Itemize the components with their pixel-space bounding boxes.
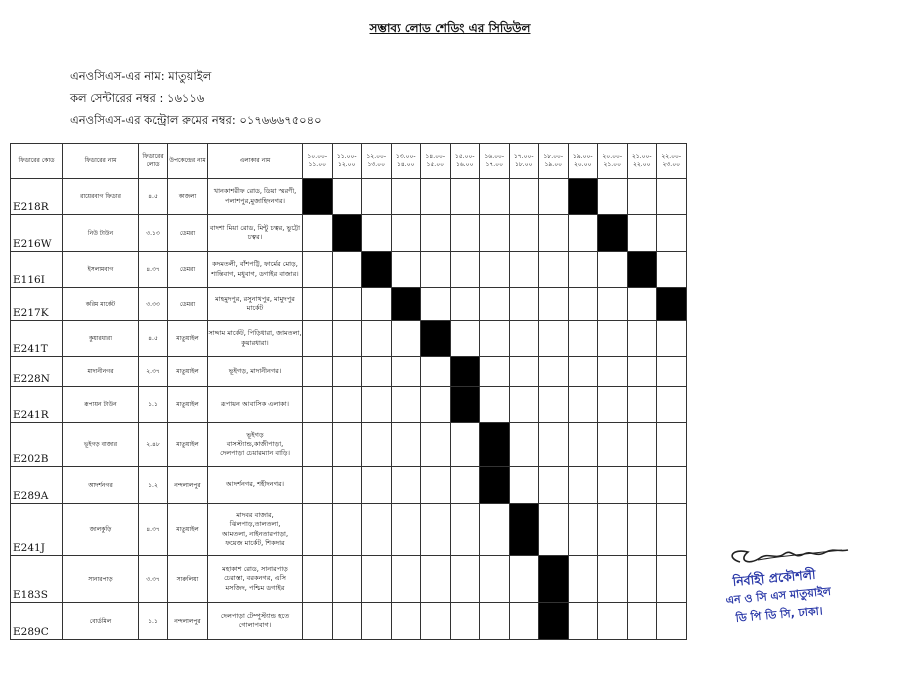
area-name: মাহমুদপুর, রসুনাথপুর, মামুদপুর মার্কেট bbox=[208, 288, 303, 321]
time-slot-header: ১৭.০০- ১৮.০০ bbox=[509, 144, 539, 179]
shedding-slot bbox=[450, 504, 480, 556]
shedding-slot bbox=[657, 179, 687, 215]
shedding-slot bbox=[362, 215, 392, 252]
table-row bbox=[11, 179, 687, 215]
substation-name: মাতুয়াইল bbox=[168, 387, 208, 423]
table-row bbox=[11, 321, 687, 357]
shedding-slot bbox=[568, 467, 598, 504]
time-slot-header: ১২.০০- ১৩.০০ bbox=[362, 144, 392, 179]
shedding-slot bbox=[657, 215, 687, 252]
table-row bbox=[11, 252, 687, 288]
feeder-load: ২.৪৮ bbox=[139, 423, 168, 467]
shedding-slot bbox=[627, 387, 657, 423]
area-name: ভূইগড় বাসস্ট্যান্ড,কাজীপাড়া, দেলপাড়া চেয়ারম্যান বাড়ি। bbox=[208, 423, 303, 467]
shedding-slot bbox=[480, 603, 510, 640]
shedding-slot bbox=[332, 603, 362, 640]
substation-name: ডেমরা bbox=[168, 215, 208, 252]
shedding-slot bbox=[657, 387, 687, 423]
shedding-slot bbox=[421, 215, 451, 252]
shedding-slot bbox=[627, 603, 657, 640]
shedding-slot bbox=[303, 357, 333, 387]
shedding-slot bbox=[362, 603, 392, 640]
shedding-slot bbox=[332, 179, 362, 215]
call-center-number: কল সেন্টারের নম্বর : ১৬১১৬ bbox=[70, 91, 205, 105]
shedding-slot bbox=[421, 467, 451, 504]
shedding-slot-active bbox=[539, 556, 569, 603]
shedding-slot bbox=[539, 252, 569, 288]
feeder-code: E216W bbox=[11, 215, 63, 252]
feeder-code: E183S bbox=[11, 556, 63, 603]
feeder-name: আদর্শনগর bbox=[63, 467, 139, 504]
substation-name: মাতুয়াইল bbox=[168, 504, 208, 556]
shedding-slot bbox=[450, 288, 480, 321]
shedding-slot bbox=[598, 288, 628, 321]
column-header: ফিডারের নাম bbox=[63, 144, 139, 179]
feeder-load: ১.১ bbox=[139, 387, 168, 423]
shedding-slot bbox=[480, 387, 510, 423]
feeder-code: E289C bbox=[11, 603, 63, 640]
shedding-slot bbox=[421, 603, 451, 640]
shedding-slot bbox=[627, 215, 657, 252]
shedding-slot bbox=[480, 215, 510, 252]
feeder-code: E202B bbox=[11, 423, 63, 467]
shedding-slot bbox=[480, 288, 510, 321]
shedding-slot-active bbox=[539, 603, 569, 640]
substation-name: নন্দলালপুর bbox=[168, 603, 208, 640]
table-row bbox=[11, 603, 687, 640]
shedding-slot bbox=[539, 467, 569, 504]
feeder-code: E218R bbox=[11, 179, 63, 215]
nocs-name: এনওসিএস-এর নাম: মাতুয়াইল bbox=[70, 69, 212, 83]
shedding-slot bbox=[391, 556, 421, 603]
shedding-slot bbox=[598, 252, 628, 288]
shedding-slot bbox=[450, 603, 480, 640]
shedding-slot bbox=[421, 252, 451, 288]
area-name: মহাকাশ রোড, সানারপাড় চেরাস্তা, বরকনগর, এসি মসজিদ, পশ্চিম ডগাইর bbox=[208, 556, 303, 603]
shedding-slot bbox=[598, 603, 628, 640]
time-slot-header: ১৫.০০- ১৬.০০ bbox=[450, 144, 480, 179]
shedding-slot bbox=[627, 423, 657, 467]
feeder-name: রায়েরবাগ ফিডার bbox=[63, 179, 139, 215]
shedding-slot bbox=[332, 252, 362, 288]
page-title: সম্ভাব্য লোড শেডিং এর সিডিউল bbox=[369, 21, 531, 35]
shedding-slot bbox=[657, 357, 687, 387]
shedding-slot bbox=[332, 423, 362, 467]
shedding-slot bbox=[657, 556, 687, 603]
feeder-code: E241R bbox=[11, 387, 63, 423]
column-header: এলাকার নাম bbox=[208, 144, 303, 179]
shedding-slot bbox=[568, 603, 598, 640]
feeder-code: E241T bbox=[11, 321, 63, 357]
shedding-slot bbox=[421, 357, 451, 387]
signature-office: এন ও সি এস মাতুয়াইল bbox=[725, 584, 832, 607]
column-header: ফিডারের কোড bbox=[11, 144, 63, 179]
time-slot-header: ১৪.০০- ১৫.০০ bbox=[421, 144, 451, 179]
feeder-name: কুয়ারধারা bbox=[63, 321, 139, 357]
shedding-slot bbox=[509, 387, 539, 423]
shedding-slot bbox=[509, 215, 539, 252]
shedding-slot bbox=[568, 288, 598, 321]
shedding-slot bbox=[391, 423, 421, 467]
shedding-slot bbox=[568, 504, 598, 556]
table-row bbox=[11, 288, 687, 321]
shedding-slot bbox=[480, 357, 510, 387]
shedding-slot bbox=[480, 179, 510, 215]
shedding-slot bbox=[598, 423, 628, 467]
shedding-slot bbox=[303, 423, 333, 467]
feeder-name: জালকুড়ি bbox=[63, 504, 139, 556]
area-name: রূপায়ন আবাসিক এলাকা। bbox=[208, 387, 303, 423]
shedding-slot-active bbox=[450, 357, 480, 387]
feeder-load: ২.৩৭ bbox=[139, 357, 168, 387]
substation-name: ডেমরা bbox=[168, 288, 208, 321]
shedding-slot bbox=[480, 556, 510, 603]
shedding-slot-active bbox=[480, 423, 510, 467]
shedding-slot bbox=[509, 467, 539, 504]
shedding-slot-active bbox=[509, 504, 539, 556]
shedding-slot bbox=[362, 357, 392, 387]
shedding-slot bbox=[362, 321, 392, 357]
load-shedding-table bbox=[10, 143, 687, 640]
substation-name: নন্দলালপুর bbox=[168, 467, 208, 504]
feeder-load: ৩.৩৭ bbox=[139, 556, 168, 603]
shedding-slot bbox=[362, 288, 392, 321]
shedding-slot-active bbox=[598, 215, 628, 252]
shedding-slot bbox=[539, 357, 569, 387]
shedding-slot bbox=[303, 556, 333, 603]
table-header-row bbox=[11, 144, 687, 179]
shedding-slot bbox=[391, 215, 421, 252]
feeder-load: ৪.৩৭ bbox=[139, 504, 168, 556]
shedding-slot bbox=[391, 321, 421, 357]
shedding-slot bbox=[568, 423, 598, 467]
column-header: উপকেন্দ্রের নাম bbox=[168, 144, 208, 179]
substation-name: ডেমরা bbox=[168, 252, 208, 288]
shedding-slot bbox=[391, 357, 421, 387]
shedding-slot bbox=[332, 321, 362, 357]
shedding-slot bbox=[627, 179, 657, 215]
feeder-code: E289A bbox=[11, 467, 63, 504]
shedding-slot bbox=[421, 387, 451, 423]
area-name: ভূইগড়, মাদানীনগর। bbox=[208, 357, 303, 387]
shedding-slot-active bbox=[480, 467, 510, 504]
shedding-slot-active bbox=[362, 252, 392, 288]
shedding-slot bbox=[391, 467, 421, 504]
feeder-load: ১.১ bbox=[139, 603, 168, 640]
shedding-slot bbox=[509, 288, 539, 321]
shedding-slot-active bbox=[421, 321, 451, 357]
shedding-slot bbox=[450, 423, 480, 467]
feeder-load: ৩.৩৩ bbox=[139, 288, 168, 321]
shedding-slot bbox=[362, 504, 392, 556]
shedding-slot bbox=[598, 467, 628, 504]
shedding-slot bbox=[450, 556, 480, 603]
shedding-slot bbox=[568, 357, 598, 387]
shedding-slot bbox=[539, 387, 569, 423]
shedding-slot bbox=[421, 504, 451, 556]
feeder-name: মাদানীনগর bbox=[63, 357, 139, 387]
shedding-slot bbox=[332, 357, 362, 387]
shedding-slot bbox=[509, 556, 539, 603]
feeder-code: E217K bbox=[11, 288, 63, 321]
shedding-slot bbox=[450, 252, 480, 288]
shedding-slot bbox=[657, 423, 687, 467]
shedding-slot bbox=[480, 504, 510, 556]
feeder-load: ৪.৩৭ bbox=[139, 252, 168, 288]
shedding-slot bbox=[539, 504, 569, 556]
shedding-slot bbox=[509, 423, 539, 467]
shedding-slot bbox=[509, 179, 539, 215]
table-row bbox=[11, 467, 687, 504]
shedding-slot bbox=[627, 357, 657, 387]
shedding-slot-active bbox=[657, 288, 687, 321]
table-row bbox=[11, 215, 687, 252]
shedding-slot bbox=[391, 179, 421, 215]
substation-name: সারুলিয়া bbox=[168, 556, 208, 603]
time-slot-header: ২২.০০- ২৩.০০ bbox=[657, 144, 687, 179]
shedding-slot bbox=[450, 321, 480, 357]
shedding-slot bbox=[568, 387, 598, 423]
shedding-slot bbox=[362, 467, 392, 504]
area-name: কদমতলী, বাঁশপট্টি, ফার্মের মোড়, শান্তিবাগ, মধুবাগ, ডগাইর বাজার। bbox=[208, 252, 303, 288]
shedding-slot bbox=[450, 467, 480, 504]
shedding-slot bbox=[627, 556, 657, 603]
time-slot-header: ১৯.০০- ২০.০০ bbox=[568, 144, 598, 179]
feeder-name: ইসলামবাগ bbox=[63, 252, 139, 288]
feeder-code: E116I bbox=[11, 252, 63, 288]
feeder-code: E241J bbox=[11, 504, 63, 556]
shedding-slot bbox=[539, 179, 569, 215]
shedding-slot bbox=[421, 288, 451, 321]
shedding-slot bbox=[303, 387, 333, 423]
feeder-load: ১.২ bbox=[139, 467, 168, 504]
shedding-slot bbox=[598, 357, 628, 387]
shedding-slot bbox=[539, 423, 569, 467]
shedding-slot bbox=[303, 321, 333, 357]
substation-name: মাতুয়াইল bbox=[168, 423, 208, 467]
shedding-slot bbox=[480, 321, 510, 357]
shedding-slot bbox=[509, 357, 539, 387]
shedding-slot bbox=[362, 387, 392, 423]
area-name: দেলপাড়া টেম্পুস্ট্যান্ড হতে গোলাপবাগ। bbox=[208, 603, 303, 640]
substation-name: মাতুয়াইল bbox=[168, 357, 208, 387]
shedding-slot bbox=[332, 504, 362, 556]
shedding-slot bbox=[362, 179, 392, 215]
time-slot-header: ২০.০০- ২১.০০ bbox=[598, 144, 628, 179]
shedding-slot bbox=[303, 215, 333, 252]
shedding-slot bbox=[539, 215, 569, 252]
shedding-slot bbox=[303, 252, 333, 288]
feeder-load: ৪.৫ bbox=[139, 179, 168, 215]
shedding-slot bbox=[627, 321, 657, 357]
shedding-slot bbox=[332, 556, 362, 603]
table-row bbox=[11, 387, 687, 423]
shedding-slot bbox=[657, 321, 687, 357]
shedding-slot bbox=[303, 603, 333, 640]
time-slot-header: ১৬.০০- ১৭.০০ bbox=[480, 144, 510, 179]
shedding-slot bbox=[568, 215, 598, 252]
time-slot-header: ১৩.০০- ১৪.০০ bbox=[391, 144, 421, 179]
shedding-slot bbox=[450, 179, 480, 215]
shedding-slot bbox=[627, 467, 657, 504]
feeder-name: ভূইগড় বাজার bbox=[63, 423, 139, 467]
feeder-name: বোর্ডমিল bbox=[63, 603, 139, 640]
shedding-slot bbox=[568, 321, 598, 357]
shedding-slot-active bbox=[450, 387, 480, 423]
shedding-slot bbox=[332, 288, 362, 321]
table-row bbox=[11, 504, 687, 556]
shedding-slot bbox=[598, 321, 628, 357]
shedding-slot bbox=[421, 179, 451, 215]
substation-name: কাজলা bbox=[168, 179, 208, 215]
shedding-slot bbox=[598, 556, 628, 603]
shedding-slot bbox=[509, 321, 539, 357]
feeder-name: করিম মার্কেট bbox=[63, 288, 139, 321]
column-header: ফিডারের লোড bbox=[139, 144, 168, 179]
shedding-slot bbox=[450, 215, 480, 252]
time-slot-header: ১১.০০- ১২.০০ bbox=[332, 144, 362, 179]
shedding-slot bbox=[362, 423, 392, 467]
shedding-slot bbox=[303, 288, 333, 321]
feeder-load: ৩.১৩ bbox=[139, 215, 168, 252]
table-row bbox=[11, 556, 687, 603]
shedding-slot bbox=[539, 288, 569, 321]
feeder-name: রূপায়ন টাউন bbox=[63, 387, 139, 423]
shedding-slot bbox=[657, 467, 687, 504]
shedding-slot bbox=[598, 179, 628, 215]
shedding-slot bbox=[509, 252, 539, 288]
area-name: মাদবর বাজার, ঝিলপাড়,তালতলা, আমতলা, নাইনতারপাড়া, ফয়েজ মার্কেট, শিকদার bbox=[208, 504, 303, 556]
shedding-slot bbox=[421, 423, 451, 467]
shedding-slot bbox=[332, 387, 362, 423]
table-row bbox=[11, 423, 687, 467]
area-name: আদর্শনগর, শহীদনগর। bbox=[208, 467, 303, 504]
time-slot-header: ২১.০০- ২২.০০ bbox=[627, 144, 657, 179]
shedding-slot-active bbox=[332, 215, 362, 252]
shedding-slot bbox=[657, 252, 687, 288]
shedding-slot bbox=[391, 387, 421, 423]
shedding-slot bbox=[509, 603, 539, 640]
control-room-number: এনওসিএস-এর কন্ট্রোল রুমের নম্বর: ০১৭৬৬৬৭৫০৪০ bbox=[70, 113, 322, 127]
shedding-slot bbox=[303, 504, 333, 556]
shedding-slot-active bbox=[303, 179, 333, 215]
signature-designation: নির্বাহী প্রকৌশলী bbox=[732, 566, 817, 589]
shedding-slot bbox=[627, 504, 657, 556]
shedding-slot-active bbox=[627, 252, 657, 288]
shedding-slot bbox=[391, 504, 421, 556]
shedding-slot bbox=[598, 387, 628, 423]
shedding-slot bbox=[568, 252, 598, 288]
shedding-slot bbox=[568, 556, 598, 603]
shedding-slot bbox=[627, 288, 657, 321]
shedding-slot bbox=[391, 603, 421, 640]
feeder-name: সানারপাড় bbox=[63, 556, 139, 603]
shedding-slot bbox=[362, 556, 392, 603]
shedding-slot bbox=[657, 504, 687, 556]
area-name: সাদ্দাম মার্কেট, পিড়িধারা, জামতলা, কুয়ারধারা। bbox=[208, 321, 303, 357]
shedding-slot bbox=[657, 603, 687, 640]
shedding-slot bbox=[421, 556, 451, 603]
feeder-name: নিউ টাউন bbox=[63, 215, 139, 252]
shedding-slot bbox=[480, 252, 510, 288]
table-row bbox=[11, 357, 687, 387]
feeder-load: ৪.৫ bbox=[139, 321, 168, 357]
shedding-slot bbox=[539, 321, 569, 357]
shedding-slot-active bbox=[568, 179, 598, 215]
shedding-slot bbox=[391, 252, 421, 288]
time-slot-header: ১৮.০০- ১৯.০০ bbox=[539, 144, 569, 179]
shedding-slot bbox=[598, 504, 628, 556]
substation-name: মাতুয়াইল bbox=[168, 321, 208, 357]
feeder-code: E228N bbox=[11, 357, 63, 387]
signature-company: ডি পি ডি সি, ঢাকা। bbox=[735, 604, 824, 625]
area-name: খানকাশরীফ রোড, ডিয়া স্মরণী, পলাশপুর,মুজাহিদনগর। bbox=[208, 179, 303, 215]
area-name: বাদশা মিয়া রোড, মিন্টু চত্বর, ভুট্টো চত্বর। bbox=[208, 215, 303, 252]
shedding-slot-active bbox=[391, 288, 421, 321]
time-slot-header: ১০.০০- ১১.০০ bbox=[303, 144, 333, 179]
shedding-slot bbox=[332, 467, 362, 504]
shedding-slot bbox=[303, 467, 333, 504]
